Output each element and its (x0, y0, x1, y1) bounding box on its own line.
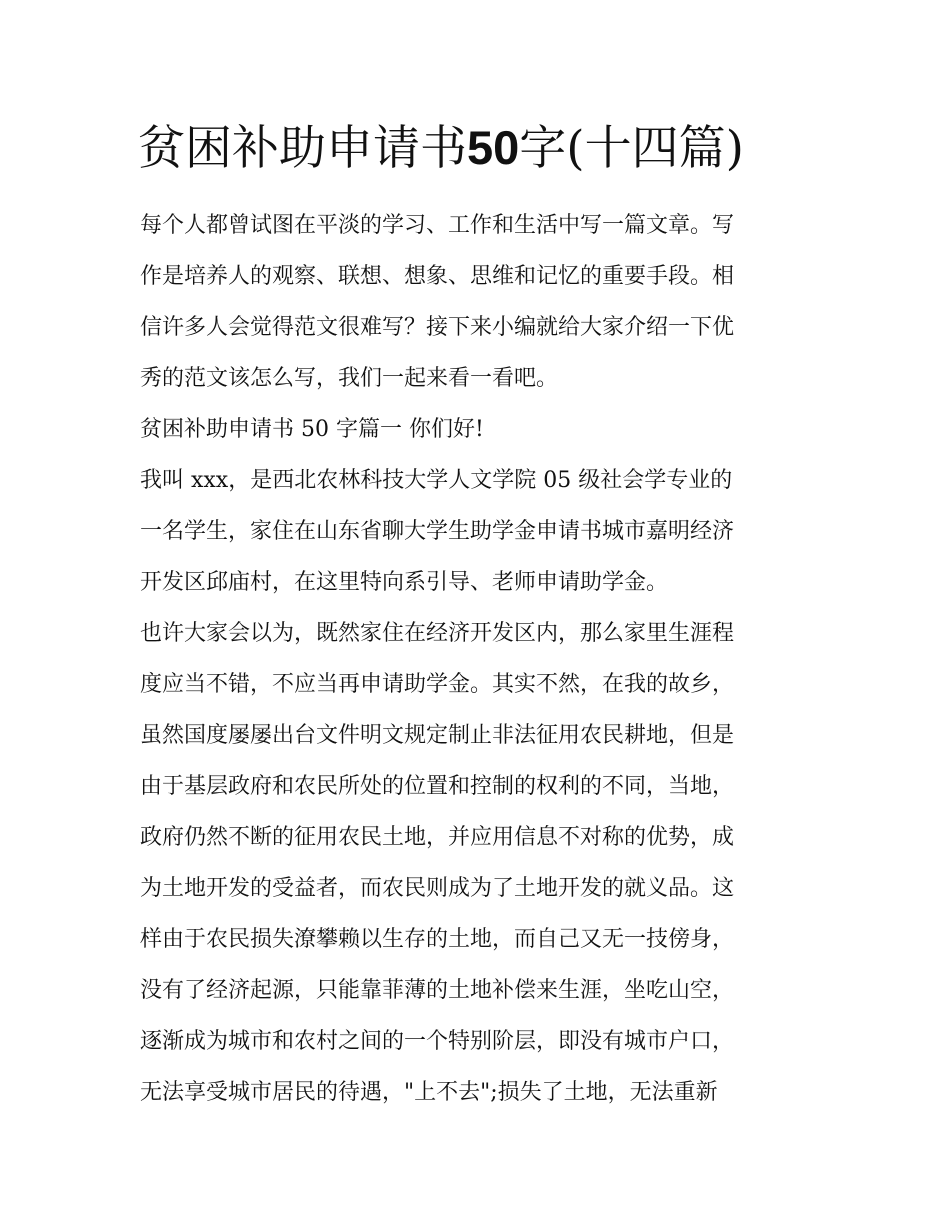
text-line: 也许大家会以为，既然家住在经济开发区内，那么家里生涯程 (140, 621, 735, 646)
title-suffix: 字(十四篇) (519, 121, 744, 176)
text-line: 无法享受城市居民的待遇，"上不去";损失了土地，无法重新 (140, 1080, 718, 1105)
text-line: 每个人都曾试图在平淡的学习、工作和生活中写一篇文章。写 (140, 213, 735, 238)
text-line: 逐渐成为城市和农村之间的一个特别阶层，即没有城市户口， (140, 1029, 735, 1054)
text-line: 我叫 xxx，是西北农林科技大学人文学院 05 级社会学专业的 (140, 468, 733, 493)
page-title (138, 118, 838, 179)
text-line: 作是培养人的观察、联想、想象、思维和记忆的重要手段。相 (140, 264, 735, 289)
section-heading: 贫困补助申请书 50 字篇一 你们好! (140, 417, 484, 442)
text-line: 没有了经济起源，只能靠菲薄的土地补偿来生涯，坐吃山空， (140, 978, 735, 1003)
text-line: 度应当不错，不应当再申请助学金。其实不然，在我的故乡， (140, 672, 735, 697)
text-line: 秀的范文该怎么写，我们一起来看一看吧。 (140, 366, 559, 391)
document-body (140, 200, 820, 1118)
text-line: 为土地开发的受益者，而农民则成为了土地开发的就义品。这 (140, 876, 735, 901)
text-line: 政府仍然不断的征用农民土地，并应用信息不对称的优势，成 (140, 825, 735, 850)
text-line: 由于基层政府和农民所处的位置和控制的权利的不同，当地， (140, 774, 735, 799)
text-line: 一名学生，家住在山东省聊大学生助学金申请书城市嘉明经济 (140, 519, 735, 544)
text-line: 样由于农民损失潦攀赖以生存的土地，而自己又无一技傍身， (140, 927, 735, 952)
text-line: 虽然国度屡屡出台文件明文规定制止非法征用农民耕地，但是 (140, 723, 735, 748)
text-line: 开发区邱庙村，在这里特向系引导、老师申请助学金。 (140, 570, 669, 595)
text-line: 信许多人会觉得范文很难写？接下来小编就给大家介绍一下优 (140, 315, 735, 340)
title-prefix: 贫困补助申请书 (138, 121, 467, 176)
title-number: 50 (467, 121, 520, 174)
